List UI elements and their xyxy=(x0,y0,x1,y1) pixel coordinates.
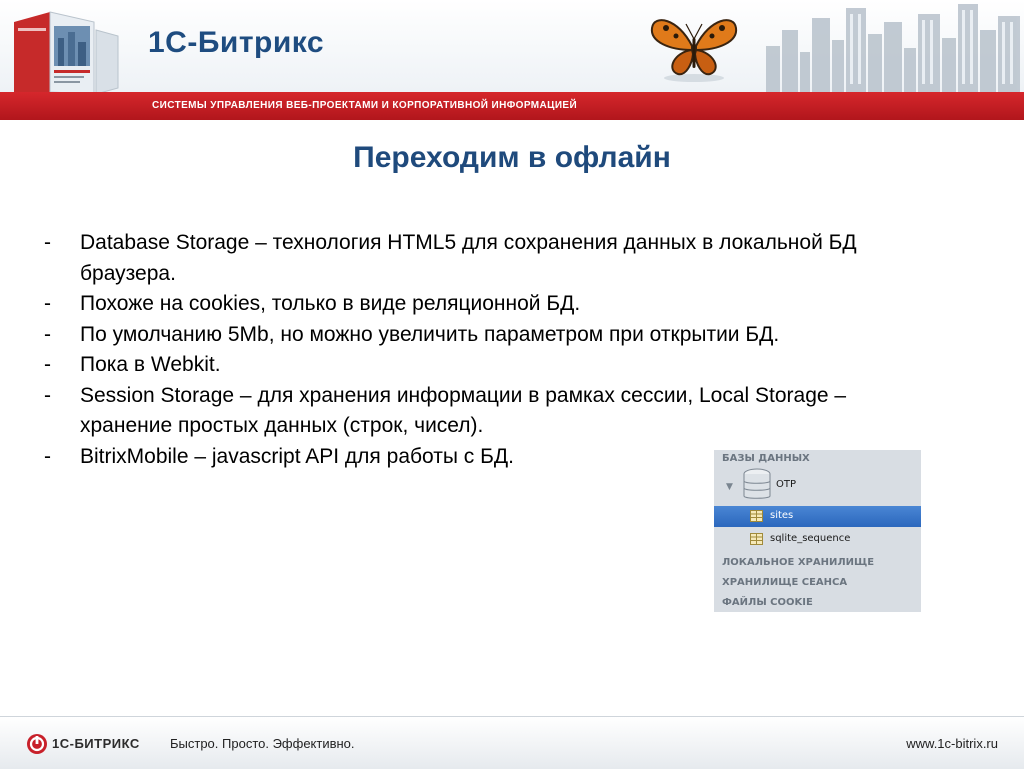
table-row-sqlite-sequence[interactable] xyxy=(714,529,921,550)
city-skyline-image xyxy=(762,0,1024,92)
bullet-item: - Database Storage – технология HTML5 для сохранения данных в локальной БД браузера. xyxy=(44,231,857,285)
databases-header: БАЗЫ ДАННЫХ xyxy=(722,453,810,464)
local-storage-item[interactable]: ЛОКАЛЬНОЕ ХРАНИЛИЩЕ xyxy=(722,557,875,568)
database-storage-panel xyxy=(714,450,921,612)
session-storage-item[interactable]: ХРАНИЛИЩЕ СЕАНСА xyxy=(722,577,848,588)
bullet-text: По умолчанию 5Mb, но можно увеличить параметром при открытии БД. xyxy=(80,322,780,346)
table-row-sites[interactable] xyxy=(714,506,921,527)
brand-name: 1С-Битрикс xyxy=(148,26,325,59)
bullet-item: - Пока в Webkit. xyxy=(44,353,221,376)
bullet-text: BitrixMobile – javascript API для работы с БД. xyxy=(80,444,514,468)
bullet-text: Пока в Webkit. xyxy=(80,353,221,376)
bullet-item: - По умолчанию 5Mb, но можно увеличить параметром при открытии БД. xyxy=(44,322,780,346)
bitrix-logo-icon xyxy=(26,733,48,755)
bullet-text: Database Storage – технология HTML5 для сохранения данных в локальной БД браузера. xyxy=(80,231,857,285)
footer-slogan: Быстро. Просто. Эффективно. xyxy=(170,736,355,751)
cookies-item[interactable]: ФАЙЛЫ COOKIE xyxy=(722,597,813,608)
table-name: sites xyxy=(770,510,794,521)
expand-triangle-icon[interactable]: ▼ xyxy=(726,482,733,492)
table-icon xyxy=(750,533,763,545)
header-tagline: СИСТЕМЫ УПРАВЛЕНИЯ ВЕБ-ПРОЕКТАМИ И КОРПОРАТИВНОЙ ИНФОРМАЦИЕЙ xyxy=(152,100,578,111)
bullet-list xyxy=(44,228,944,472)
bullet-item: - BitrixMobile – javascript API для работы с БД. xyxy=(44,444,514,468)
footer-url[interactable]: www.1c-bitrix.ru xyxy=(906,736,998,751)
bullet-item: - Похоже на cookies, только в виде реляционной БД. xyxy=(44,292,581,315)
slide-title: Переходим в офлайн xyxy=(353,141,671,174)
slide-header xyxy=(0,0,1024,92)
header-red-bar xyxy=(0,92,1024,120)
slide-footer xyxy=(0,716,1024,769)
bullet-text: Похоже на cookies, только в виде реляционной БД. xyxy=(80,292,581,315)
table-name: sqlite_sequence xyxy=(770,533,851,544)
product-box-image xyxy=(10,8,122,92)
footer-brand: 1С-БИТРИКС xyxy=(52,736,140,751)
bullet-item: - Session Storage – для хранения информации в рамках сессии, Local Storage – хранение простых данных (строк, чисел). xyxy=(44,383,847,437)
database-name[interactable]: OTP xyxy=(776,479,797,490)
bullet-text: Session Storage – для хранения информации в рамках сессии, Local Storage – хранение простых данных (строк, чисел). xyxy=(80,383,847,437)
database-icon xyxy=(742,468,772,502)
butterfly-image xyxy=(648,12,740,84)
table-icon xyxy=(750,510,763,522)
